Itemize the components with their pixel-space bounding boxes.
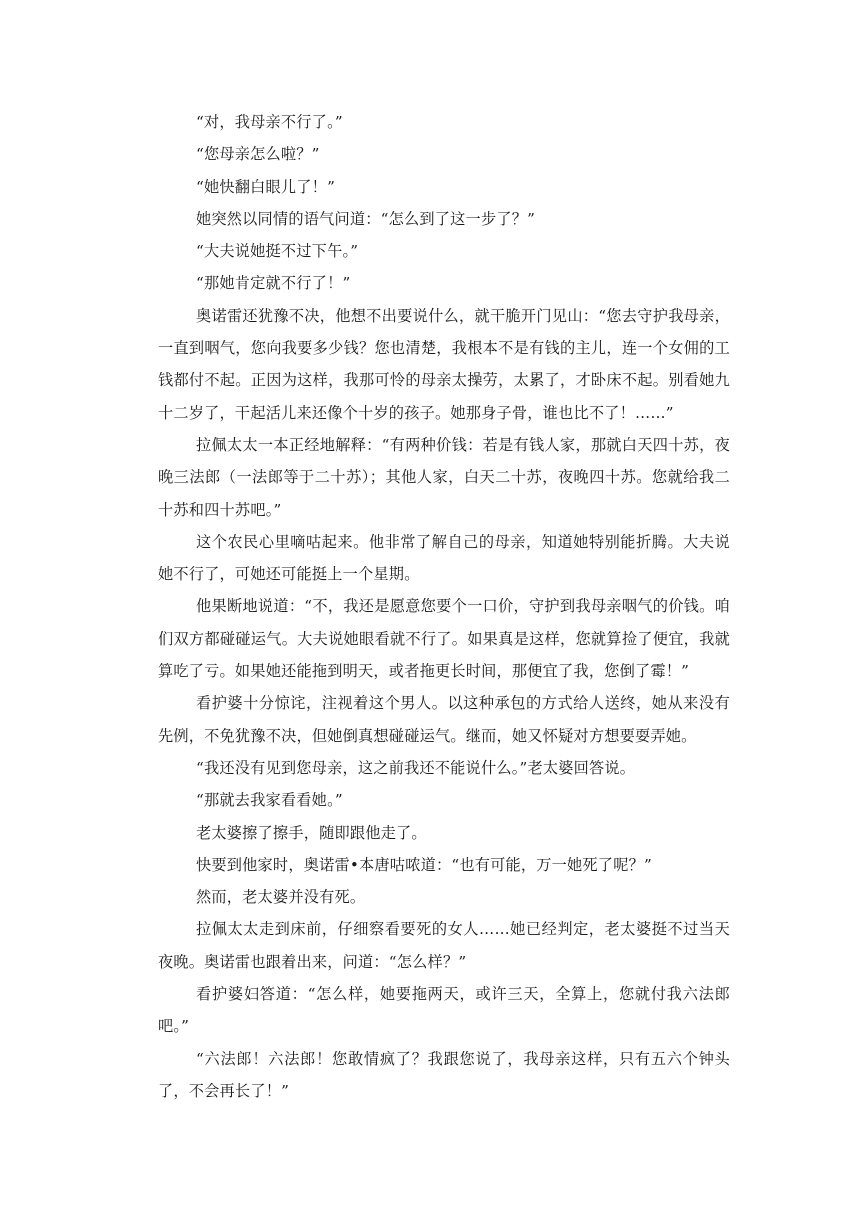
paragraph: “我还没有见到您母亲，这之前我还不能说什么。”老太婆回答说。: [196, 758, 636, 777]
paragraph: “您母亲怎么啦？”: [196, 145, 320, 164]
paragraph: 她突然以同情的语气问道：“怎么到了这一步了？”: [196, 209, 536, 228]
paragraph: “大夫说她挺不过下午。”: [196, 242, 359, 261]
paragraph: 老太婆擦了擦手，随即跟他走了。: [196, 823, 427, 842]
paragraph: 看护婆十分惊诧，注视着这个男人。以这种承包的方式给人送终，她从来没有先例，不免犹豫不决，但她倒真想碰碰运气。继而，她又怀疑对方想要耍弄她。: [158, 694, 730, 745]
paragraph: “那她肯定就不行了！”: [196, 274, 351, 293]
paragraph: “她快翻白眼儿了！”: [196, 177, 336, 196]
paragraph: 看护婆妇答道：“怎么样，她要拖两天，或许三天，全算上，您就付我六法郎吧。”: [158, 985, 730, 1036]
paragraph: 拉佩太太一本正经地解释：“有两种价钱：若是有钱人家，那就白天四十苏，夜晚三法郎（一法郎等于二十苏）；其他人家，白天二十苏，夜晚四十苏。您就给我二十苏和四十苏吧。”: [158, 435, 730, 519]
paragraph: “对，我母亲不行了。”: [196, 113, 343, 131]
document-body: [158, 106, 730, 1107]
paragraph: 奥诺雷还犹豫不决，他想不出要说什么，就干脆开门见山：“您去守护我母亲，一直到咽气，您向我要多少钱？您也清楚，我根本不是有钱的主儿，连一个女佣的工钱都付不起。正因为这样，我那可怜的母亲太操劳，太累了，才卧床不起。别看她九十二岁了，干起活儿来还像个十岁的孩子。她那身子骨，谁也比不了！……”: [158, 306, 730, 422]
paragraph: “六法郎！六法郎！您敢情疯了？我跟您说了，我母亲这样，只有五六个钟头了，不会再长了！”: [158, 1049, 730, 1100]
paragraph: 拉佩太太走到床前，仔细察看要死的女人……她已经判定，老太婆挺不过当天夜晚。奥诺雷也跟着出来，问道：“怎么样？”: [158, 920, 730, 971]
paragraph: 这个农民心里嘀咕起来。他非常了解自己的母亲，知道她特别能折腾。大夫说她不行了，可她还可能挺上一个星期。: [158, 532, 730, 584]
paragraph: “那就去我家看看她。”: [196, 791, 343, 810]
paragraph: 然而，老太婆并没有死。: [196, 888, 366, 907]
paragraph: 他果断地说道：“不，我还是愿意您要个一口价，守护到我母亲咽气的价钱。咱们双方都碰碰运气。大夫说她眼看就不行了。如果真是这样，您就算捡了便宜，我就算吃了亏。如果她还能拖到明天，或者拖更长时间，那便宜了我，您倒了霉！”: [158, 597, 730, 681]
paragraph: 快要到他家时，奥诺雷•本唐咕哝道：“也有可能，万一她死了呢？”: [196, 855, 652, 874]
